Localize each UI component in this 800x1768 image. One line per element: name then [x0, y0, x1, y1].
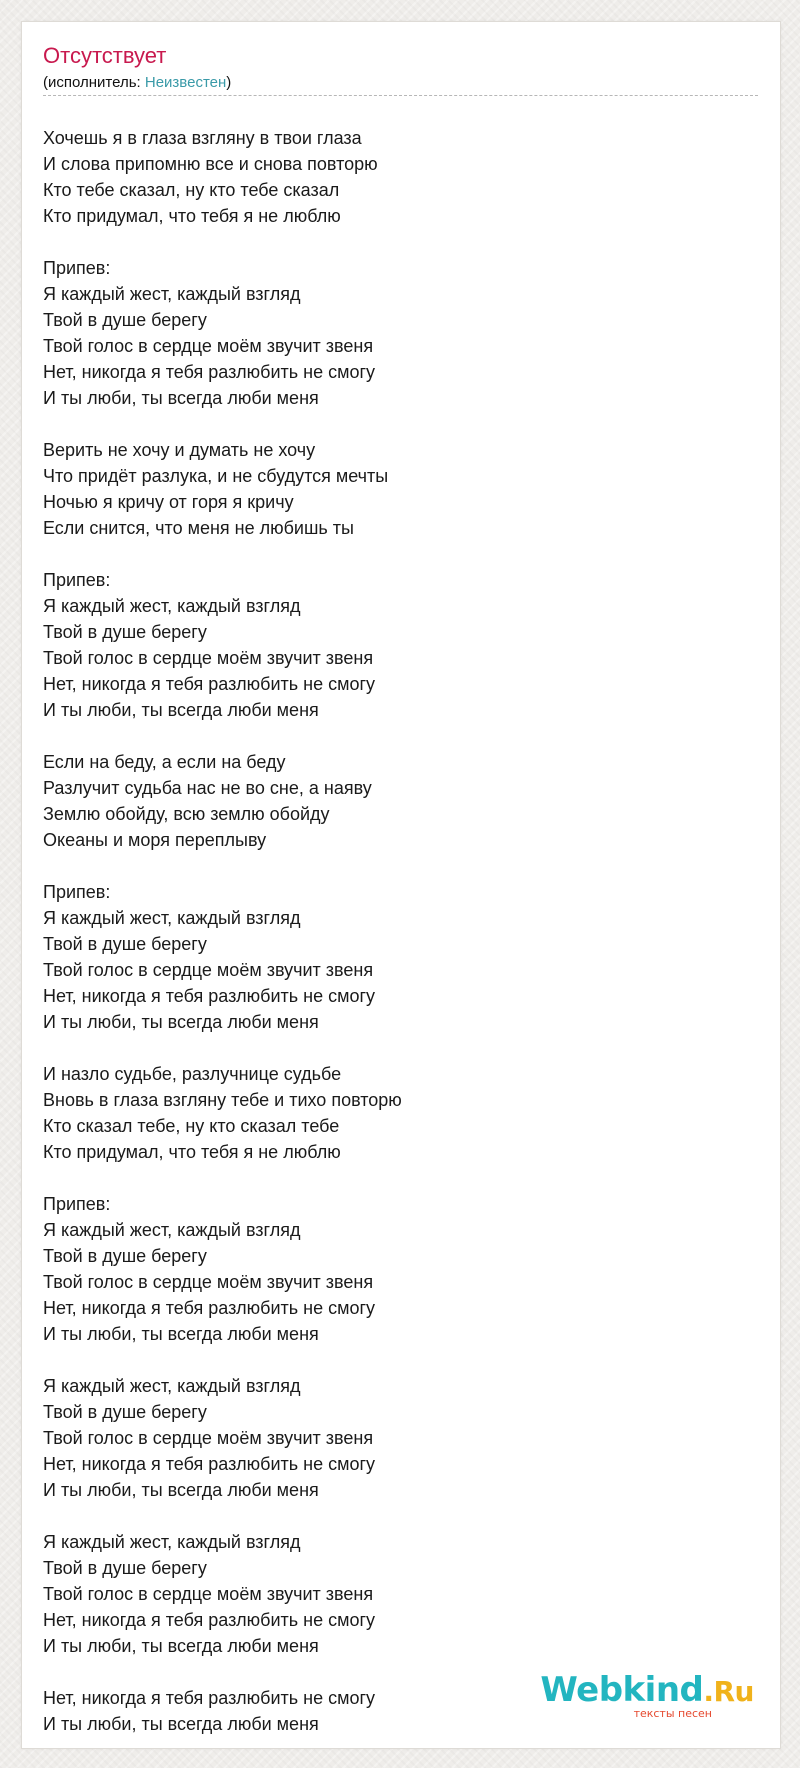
lyrics-stanza — [43, 125, 743, 229]
lyrics-line: Кто придумал, что тебя я не люблю — [43, 206, 341, 226]
lyrics-line: Я каждый жест, каждый взгляд — [43, 1220, 301, 1240]
lyrics-line: Нет, никогда я тебя разлюбить не смогу — [43, 674, 376, 694]
lyrics-line: Нет, никогда я тебя разлюбить не смогу — [43, 362, 376, 382]
lyrics-line: И назло судьбе, разлучнице судьбе — [43, 1064, 342, 1084]
lyrics-line: Разлучит судьба нас не во сне, а наяву — [43, 778, 372, 798]
lyrics-line: Я каждый жест, каждый взгляд — [43, 1376, 301, 1396]
lyrics-line: Твой в душе берегу — [43, 1558, 207, 1578]
artist-prefix: (исполнитель: — [43, 74, 145, 91]
lyrics-line: Я каждый жест, каждый взгляд — [43, 1532, 301, 1552]
lyrics-line: Припев: — [43, 882, 111, 902]
lyrics-line: Припев: — [43, 1194, 111, 1214]
lyrics-line: Нет, никогда я тебя разлюбить не смогу — [43, 1298, 376, 1318]
lyrics-line: Твой голос в сердце моём звучит звеня — [43, 336, 374, 356]
lyrics-text — [43, 125, 743, 1763]
lyrics-line: И ты люби, ты всегда люби меня — [43, 388, 319, 408]
lyrics-line: Твой в душе берегу — [43, 1246, 207, 1266]
title-divider — [43, 95, 758, 96]
lyrics-line: Хочешь я в глаза взгляну в твои глаза — [43, 128, 362, 148]
lyrics-line: Твой в душе берегу — [43, 622, 207, 642]
lyrics-line: Твой голос в сердце моём звучит звеня — [43, 1272, 374, 1292]
lyrics-line: И слова припомню все и снова повторю — [43, 154, 378, 174]
lyrics-line: Твой голос в сердце моём звучит звеня — [43, 1584, 374, 1604]
lyrics-line: Что придёт разлука, и не сбудутся мечты — [43, 466, 389, 486]
lyrics-line: Кто сказал тебе, ну кто сказал тебе — [43, 1116, 340, 1136]
lyrics-line: Если на беду, а если на беду — [43, 752, 286, 772]
lyrics-line: Твой голос в сердце моём звучит звеня — [43, 1428, 374, 1448]
lyrics-line: Твой в душе берегу — [43, 934, 207, 954]
artist-line — [43, 74, 231, 92]
lyrics-line: Твой в душе берегу — [43, 310, 207, 330]
lyrics-line: Землю обойду, всю землю обойду — [43, 804, 330, 824]
lyrics-line: И ты люби, ты всегда люби меня — [43, 1636, 319, 1656]
lyrics-line: Нет, никогда я тебя разлюбить не смогу — [43, 986, 376, 1006]
artist-link[interactable]: Неизвестен — [144, 74, 227, 91]
lyrics-line: Твой в душе берегу — [43, 1402, 207, 1422]
watermark-logo-main: Webkind — [540, 1670, 704, 1710]
lyrics-line: Верить не хочу и думать не хочу — [43, 440, 316, 460]
lyrics-line: И ты люби, ты всегда люби меня — [43, 1012, 319, 1032]
lyrics-stanza — [43, 1191, 743, 1347]
lyrics-line: Твой голос в сердце моём звучит звеня — [43, 960, 374, 980]
lyrics-line: И ты люби, ты всегда люби меня — [43, 1714, 319, 1734]
lyrics-stanza — [43, 567, 743, 723]
lyrics-stanza — [43, 749, 743, 853]
lyrics-line: Вновь в глаза взгляну тебе и тихо повторю — [43, 1090, 402, 1110]
lyrics-stanza — [43, 879, 743, 1035]
song-title: Отсутствует — [43, 43, 167, 68]
lyrics-line: Твой голос в сердце моём звучит звеня — [43, 648, 374, 668]
lyrics-stanza — [43, 1373, 743, 1503]
lyrics-line: Припев: — [43, 258, 111, 278]
lyrics-stanza — [43, 437, 743, 541]
lyrics-stanza — [43, 1529, 743, 1659]
lyrics-line: Ночью я кричу от горя я кричу — [43, 492, 294, 512]
artist-suffix: ) — [226, 74, 232, 91]
lyrics-line: Припев: — [43, 570, 111, 590]
lyrics-line: Кто придумал, что тебя я не люблю — [43, 1142, 341, 1162]
lyrics-stanza — [43, 255, 743, 411]
site-watermark — [540, 1672, 754, 1720]
lyrics-line: Нет, никогда я тебя разлюбить не смогу — [43, 1454, 376, 1474]
lyrics-line: Я каждый жест, каждый взгляд — [43, 284, 301, 304]
lyrics-line: И ты люби, ты всегда люби меня — [43, 1324, 319, 1344]
lyrics-card — [21, 21, 781, 1749]
lyrics-stanza — [43, 1061, 743, 1165]
lyrics-line: Кто тебе сказал, ну кто тебе сказал — [43, 180, 340, 200]
watermark-logo — [540, 1672, 754, 1710]
lyrics-line: Я каждый жест, каждый взгляд — [43, 596, 301, 616]
lyrics-line: И ты люби, ты всегда люби меня — [43, 1480, 319, 1500]
watermark-subtitle: тексты песен — [633, 1707, 712, 1720]
lyrics-line: Океаны и моря переплыву — [43, 830, 267, 850]
lyrics-line: Нет, никогда я тебя разлюбить не смогу — [43, 1688, 376, 1708]
lyrics-line: Если снится, что меня не любишь ты — [43, 518, 354, 538]
lyrics-line: Нет, никогда я тебя разлюбить не смогу — [43, 1610, 376, 1630]
lyrics-line: И ты люби, ты всегда люби меня — [43, 700, 319, 720]
watermark-logo-tld: .Ru — [703, 1675, 754, 1708]
lyrics-line: Я каждый жест, каждый взгляд — [43, 908, 301, 928]
